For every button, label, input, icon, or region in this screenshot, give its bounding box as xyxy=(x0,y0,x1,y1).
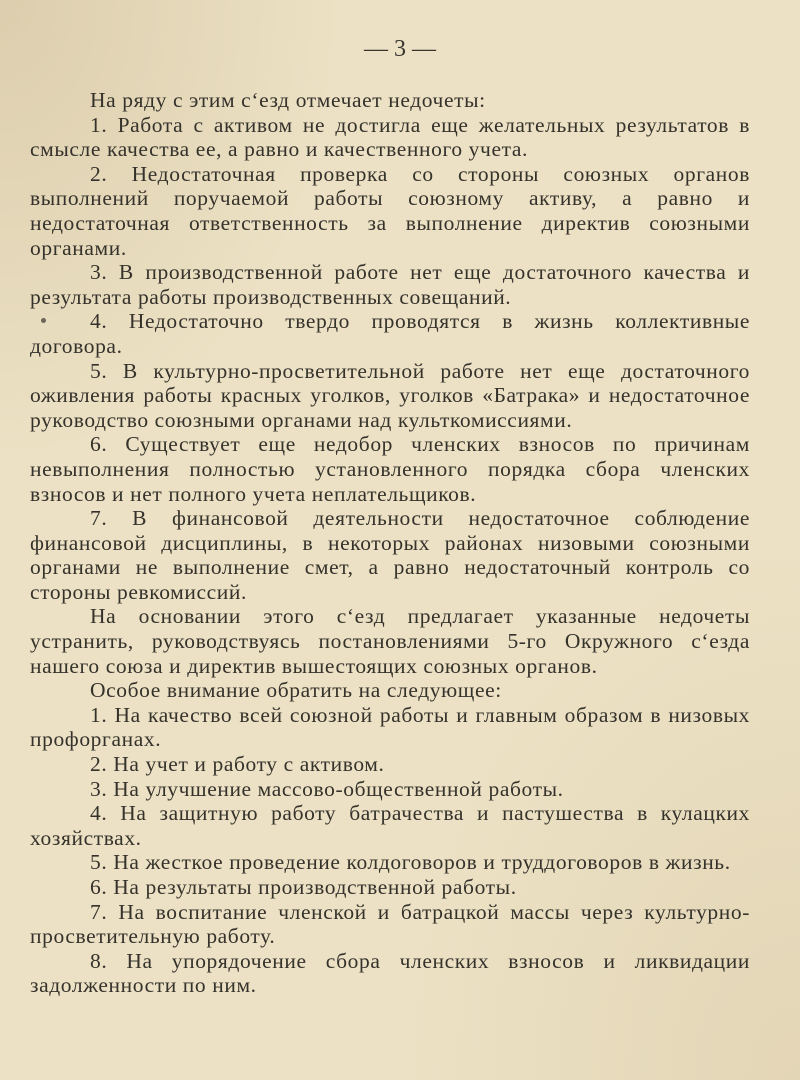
page-number: — 3 — xyxy=(364,36,436,62)
attention-item-4: 4. На защитную работу батрачества и пастушества в кулацких хозяйствах. xyxy=(30,801,750,850)
shortcoming-item-1: 1. Работа с активом не достигла еще желательных результатов в смысле качества ее, а равно и качественного учета. xyxy=(30,112,750,162)
attention-item-5: 5. На жесткое проведение колдоговоров и труддоговоров в жизнь. xyxy=(90,850,731,875)
attention-item-3: 3. На улучшение массово-общественной работы. xyxy=(90,776,564,801)
attention-item-6: 6. На результаты производственной работы. xyxy=(90,875,517,899)
attention-heading: Особое внимание обратить на следующее: xyxy=(90,678,502,703)
shortcoming-item-4: 4. Недостаточно твердо проводятся в жизнь коллективные договора. xyxy=(30,309,750,358)
shortcoming-item-5: 5. В культурно-просветительной работе нет еще достаточного оживления работы красных уголков, уголков «Батрака» и недостаточное руководство союзными органами над культкомиссиями. xyxy=(30,358,750,432)
attention-item-2: 2. На учет и работу с активом. xyxy=(90,752,385,777)
shortcoming-item-3: 3. В производственной работе нет еще достаточного качества и результата работы производственных совещаний. xyxy=(30,260,750,309)
shortcoming-item-7: 7. В финансовой деятельности недостаточное соблюдение финансовой дисциплины, в некоторых районах низовыми союзными органами не выполнение смет, а равно недостаточный контроль со стороны ревкомиссий. xyxy=(30,506,750,604)
resolution-paragraph: На основании этого сʻезд предлагает указанные недочеты устранить, руководствуясь постановлениями 5-го Окружного сʻезда нашего союза и директив вышестоящих союзных органов. xyxy=(30,604,750,678)
attention-item-1: 1. На качество всей союзной работы и главным образом в низовых профорганах. xyxy=(30,702,750,752)
intro-paragraph: На ряду с этим сʻезд отмечает недочеты: xyxy=(90,88,486,112)
shortcoming-item-2: 2. Недостаточная проверка со стороны союзных органов выполнений поручаемой работы союзному активу, а равно и недостаточная ответственность за выполнение директив союзными органами. xyxy=(30,161,750,260)
attention-item-7: 7. На воспитание членской и батрацкой массы через культурно-просветительную работу. xyxy=(30,899,750,949)
document-body xyxy=(30,88,750,998)
attention-item-8: 8. На упорядочение сбора членских взносов и ликвидации задолженности по ним. xyxy=(30,948,750,998)
shortcoming-item-6: 6. Существует еще недобор членских взносов по причинам невыполнения полностью установленного порядка сбора членских взносов и нет полного учета неплательщиков. xyxy=(30,432,750,506)
